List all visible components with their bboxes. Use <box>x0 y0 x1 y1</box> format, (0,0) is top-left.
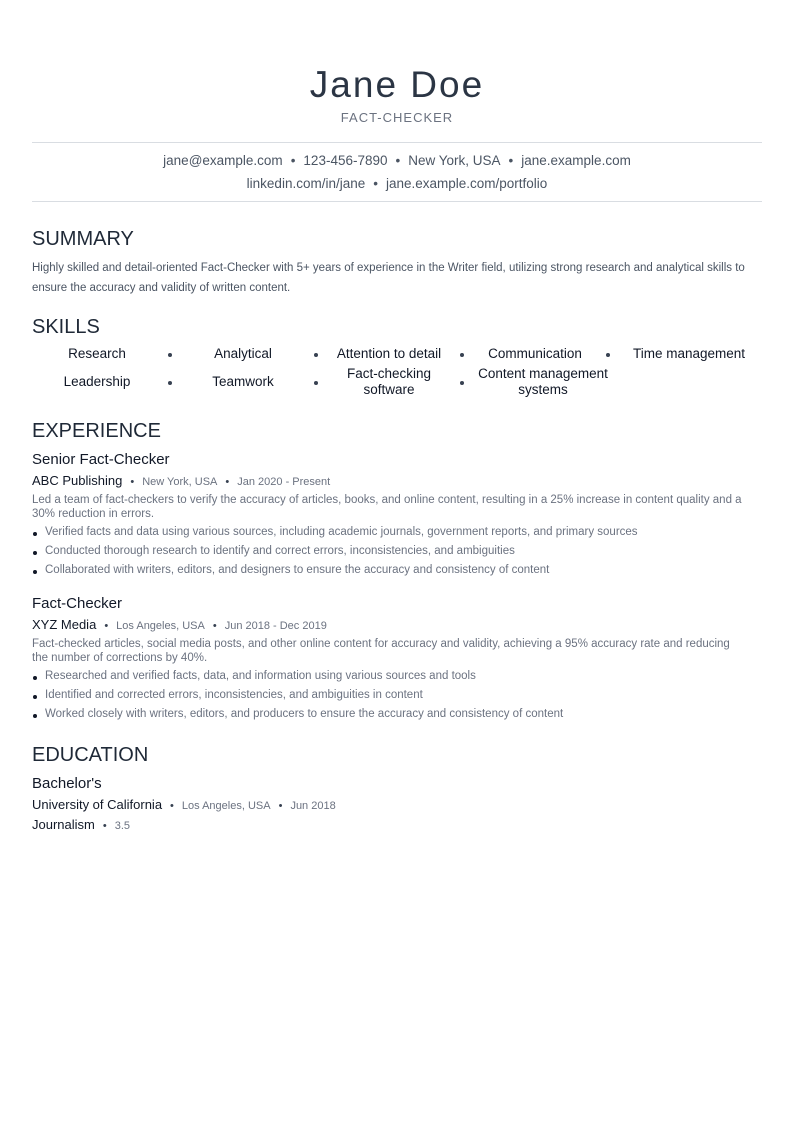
contact-separator: • <box>508 153 514 168</box>
candidate-role: FACT-CHECKER <box>340 110 454 125</box>
skill-separator-dot <box>606 353 610 357</box>
meta-separator: • <box>102 820 107 832</box>
job-description: Fact-checked articles, social media posts, and other online content for accuracy and validity, achieving a 95% accuracy rate and reducing the number of corrections by 40%. <box>32 638 730 664</box>
summary-heading: SUMMARY <box>32 228 134 250</box>
bullet-dot <box>33 714 37 718</box>
skill-item: Fact-checking software <box>346 366 432 397</box>
skill-item: Research <box>68 346 126 361</box>
bullet-dot <box>33 695 37 699</box>
skill-item: Teamwork <box>212 374 274 389</box>
skill-item: Analytical <box>214 346 272 361</box>
skills-heading: SKILLS <box>32 316 100 338</box>
meta-separator: • <box>278 800 283 812</box>
education-degree: Bachelor's <box>32 775 102 792</box>
contact-line-2 <box>32 175 762 193</box>
education-date: Jun 2018 <box>290 800 336 812</box>
education-gpa: 3.5 <box>114 820 131 832</box>
skill-item: Leadership <box>63 374 131 389</box>
skill-item: Content management systems <box>478 366 608 397</box>
bullet-text: Worked closely with writers, editors, and producers to ensure the accuracy and consistency of content <box>45 708 564 720</box>
job-company: XYZ Media <box>32 617 97 632</box>
job-location: Los Angeles, USA <box>116 620 205 632</box>
bullet-text: Researched and verified facts, data, and information using various sources and tools <box>45 670 476 682</box>
contact-phone[interactable]: 123-456-7890 <box>303 153 388 168</box>
contact-website[interactable]: jane.example.com <box>521 153 631 168</box>
summary-text: Highly skilled and detail-oriented Fact-Checker with 5+ years of experience in the Writer field, utilizing strong research and analytical skills to ensure the accuracy and validity of written content. <box>32 262 745 294</box>
skill-item: Attention to detail <box>336 346 442 361</box>
meta-separator: • <box>225 476 230 488</box>
candidate-name: Jane Doe <box>309 64 485 105</box>
education-field: Journalism <box>32 817 95 832</box>
skill-separator-dot <box>314 353 318 357</box>
job-location: New York, USA <box>142 476 218 488</box>
skill-item: Communication <box>488 346 582 361</box>
bullet-dot <box>33 570 37 574</box>
skill-separator-dot <box>168 381 172 385</box>
education-heading: EDUCATION <box>32 744 149 766</box>
contact-separator: • <box>373 176 378 191</box>
skill-separator-dot <box>460 353 464 357</box>
contact-separator: • <box>290 153 296 168</box>
skill-separator-dot <box>168 353 172 357</box>
education-field-line <box>32 817 130 834</box>
meta-separator: • <box>212 620 217 632</box>
meta-separator: • <box>104 620 109 632</box>
education-location: Los Angeles, USA <box>181 800 271 812</box>
bullet-text: Verified facts and data using various sources, including academic journals, government reports, and primary sources <box>45 526 638 538</box>
bullet-dot <box>33 532 37 536</box>
skill-item: Time management <box>632 346 746 361</box>
contact-email[interactable]: jane@example.com <box>163 153 283 168</box>
job-title: Fact-Checker <box>32 595 123 612</box>
job-title: Senior Fact-Checker <box>32 451 170 468</box>
bullet-text: Conducted thorough research to identify and correct errors, inconsistencies, and ambiguities <box>45 545 515 557</box>
contact-linkedin[interactable]: linkedin.com/in/jane <box>246 176 366 191</box>
skill-separator-dot <box>460 381 464 385</box>
contact-location: New York, USA <box>408 153 501 168</box>
job-dates: Jan 2020 - Present <box>237 476 331 488</box>
education-meta <box>32 797 336 814</box>
contact-separator: • <box>395 153 401 168</box>
header-divider-bottom <box>32 201 762 202</box>
bullet-dot <box>33 676 37 680</box>
header-divider-top <box>32 142 762 143</box>
job-description: Led a team of fact-checkers to verify the accuracy of articles, books, and online content, resulting in a 25% increase in content quality and a 30% reduction in errors. <box>32 494 742 520</box>
contact-portfolio[interactable]: jane.example.com/portfolio <box>385 176 548 191</box>
job-meta <box>32 473 330 490</box>
job-meta <box>32 617 327 634</box>
experience-heading: EXPERIENCE <box>32 420 161 442</box>
bullet-text: Collaborated with writers, editors, and designers to ensure the accuracy and consistency of content <box>45 564 550 576</box>
education-school: University of California <box>32 797 163 812</box>
meta-separator: • <box>130 476 135 488</box>
skill-separator-dot <box>314 381 318 385</box>
bullet-text: Identified and corrected errors, inconsistencies, and ambiguities in content <box>45 689 423 701</box>
job-company: ABC Publishing <box>32 473 123 488</box>
contact-line-1 <box>32 152 762 170</box>
job-dates: Jun 2018 - Dec 2019 <box>224 620 327 632</box>
bullet-dot <box>33 551 37 555</box>
meta-separator: • <box>170 800 174 812</box>
